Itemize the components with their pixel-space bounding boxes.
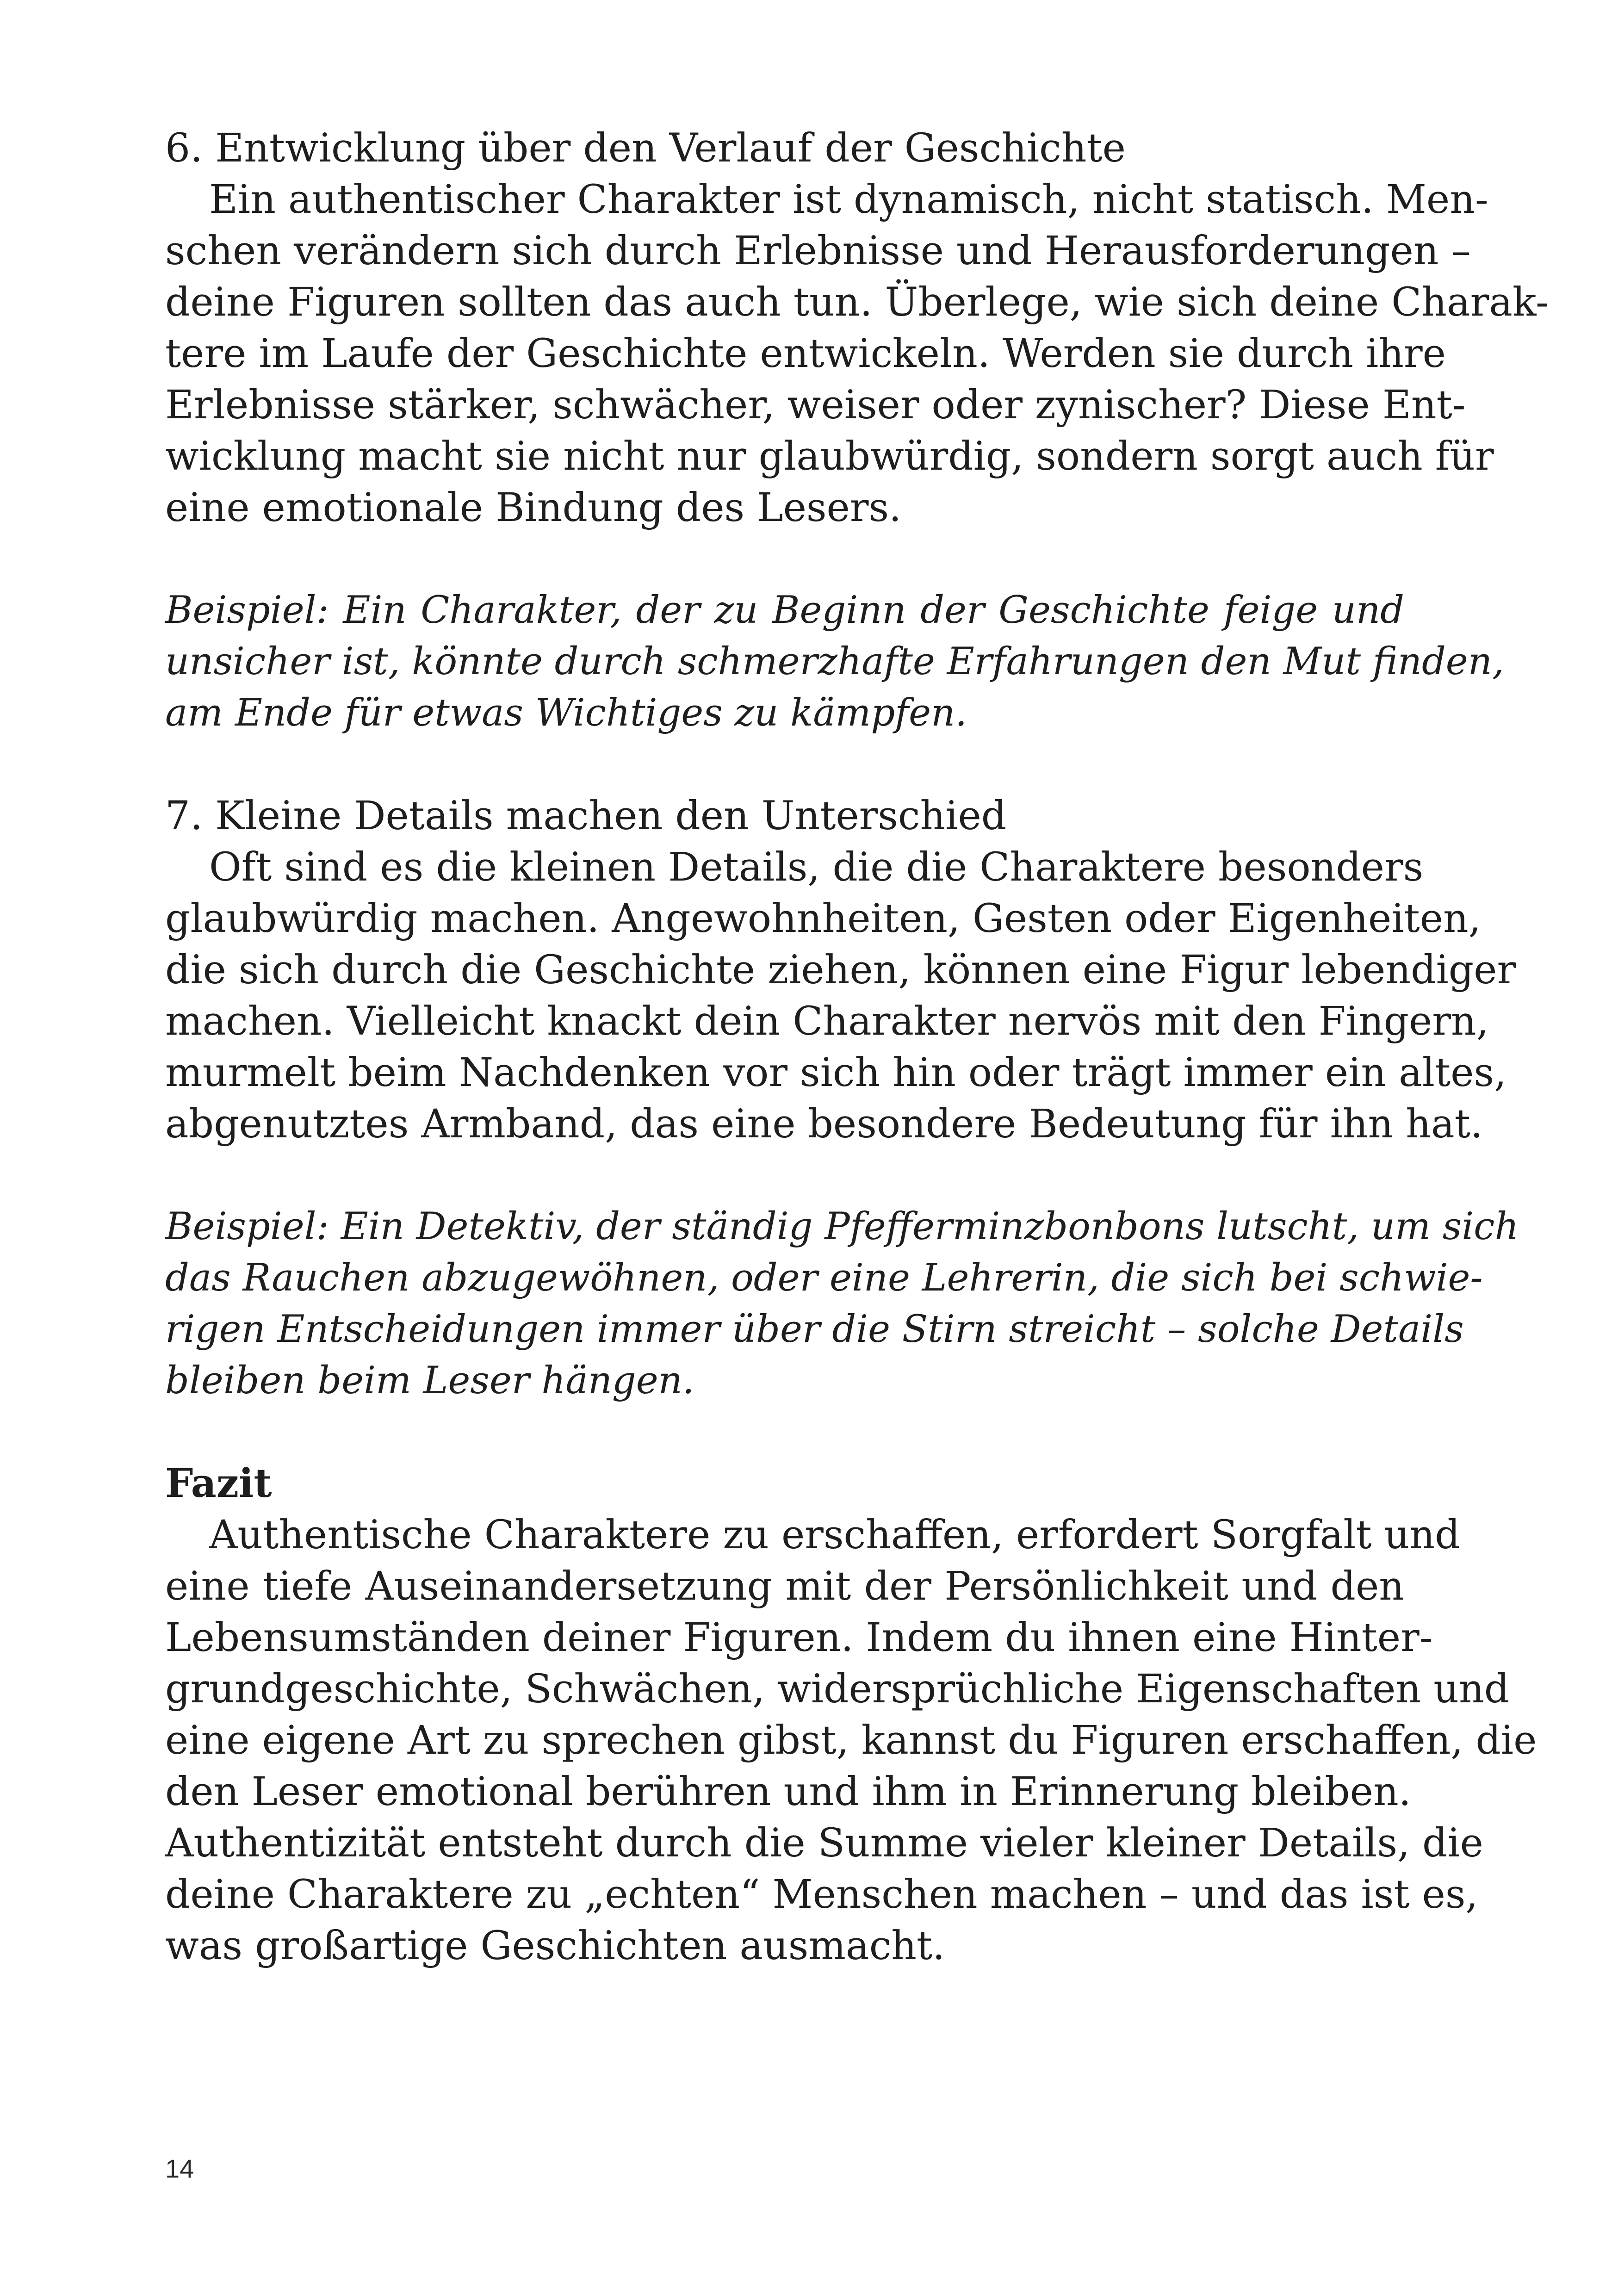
paragraph-gap bbox=[165, 534, 1404, 585]
conclusion-section bbox=[165, 1458, 1537, 1972]
body-line: tere im Laufe der Geschichte entwickeln. Werden sie durch ihre bbox=[165, 331, 1446, 377]
example-block bbox=[165, 585, 1504, 739]
example-line: Beispiel: Ein Charakter, der zu Beginn der Geschichte feige und bbox=[165, 589, 1404, 632]
body-line: den Leser emotional berühren und ihm in Erinnerung bleiben. bbox=[165, 1769, 1411, 1815]
body-line: was großartige Geschichten ausmacht. bbox=[165, 1923, 945, 1969]
body-line: wicklung macht sie nicht nur glaubwürdig, sondern sorgt auch für bbox=[165, 434, 1494, 479]
example-line: das Rauchen abzugewöhnen, oder eine Lehrerin, die sich bei schwie- bbox=[165, 1256, 1483, 1300]
body-line: machen. Vielleicht knackt dein Charakter nervös mit den Fingern, bbox=[165, 999, 1489, 1044]
body-line: murmelt beim Nachdenken vor sich hin oder trägt immer ein altes, bbox=[165, 1050, 1507, 1096]
paragraph-gap bbox=[165, 1150, 1404, 1201]
conclusion-heading: Fazit bbox=[165, 1460, 272, 1507]
body-line: deine Figuren sollten das auch tun. Überlege, wie sich deine Charak- bbox=[165, 279, 1549, 325]
body-line: deine Charaktere zu „echten“ Menschen machen – und das ist es, bbox=[165, 1872, 1478, 1917]
example-line: unsicher ist, könnte durch schmerzhafte Erfahrungen den Mut finden, bbox=[165, 640, 1504, 683]
body-line: Authentizität entsteht durch die Summe vieler kleiner Details, die bbox=[165, 1820, 1483, 1866]
body-line: glaubwürdig machen. Angewohnheiten, Gesten oder Eigenheiten, bbox=[165, 896, 1481, 942]
page-number: 14 bbox=[165, 2154, 194, 2183]
example-block bbox=[165, 1201, 1519, 1407]
section-7 bbox=[165, 790, 1516, 1150]
page-content bbox=[165, 123, 1549, 1972]
paragraph-gap bbox=[165, 739, 1404, 790]
example-line: bleiben beim Leser hängen. bbox=[165, 1359, 694, 1402]
section-heading: 6. Entwicklung über den Verlauf der Geschichte bbox=[165, 125, 1126, 171]
body-line: abgenutztes Armband, das eine besondere Bedeutung für ihn hat. bbox=[165, 1101, 1483, 1147]
body-line: Authentische Charaktere zu erschaffen, erfordert Sorgfalt und bbox=[209, 1512, 1460, 1558]
example-line: am Ende für etwas Wichtiges zu kämpfen. bbox=[165, 691, 967, 735]
body-line: Lebensumständen deiner Figuren. Indem du ihnen eine Hinter- bbox=[165, 1615, 1433, 1661]
section-heading: 7. Kleine Details machen den Unterschied bbox=[165, 793, 1007, 839]
body-line: Oft sind es die kleinen Details, die die Charaktere besonders bbox=[209, 844, 1424, 890]
example-line: rigen Entscheidungen immer über die Stirn streicht – solche Details bbox=[165, 1308, 1464, 1351]
paragraph-gap bbox=[165, 1407, 1404, 1458]
body-line: eine eigene Art zu sprechen gibst, kannst du Figuren erschaffen, die bbox=[165, 1718, 1537, 1763]
body-line: eine tiefe Auseinandersetzung mit der Persönlichkeit und den bbox=[165, 1564, 1404, 1609]
example-line: Beispiel: Ein Detektiv, der ständig Pfefferminzbonbons lutscht, um sich bbox=[165, 1205, 1519, 1248]
body-line: schen verändern sich durch Erlebnisse und Herausforderungen – bbox=[165, 228, 1471, 274]
body-line: eine emotionale Bindung des Lesers. bbox=[165, 485, 902, 531]
section-6 bbox=[165, 123, 1549, 534]
body-line: Ein authentischer Charakter ist dynamisch, nicht statisch. Men- bbox=[209, 177, 1488, 223]
body-line: Erlebnisse stärker, schwächer, weiser oder zynischer? Diese Ent- bbox=[165, 382, 1466, 428]
body-line: die sich durch die Geschichte ziehen, können eine Figur lebendiger bbox=[165, 947, 1516, 993]
body-line: grundgeschichte, Schwächen, widersprüchliche Eigenschaften und bbox=[165, 1666, 1510, 1712]
